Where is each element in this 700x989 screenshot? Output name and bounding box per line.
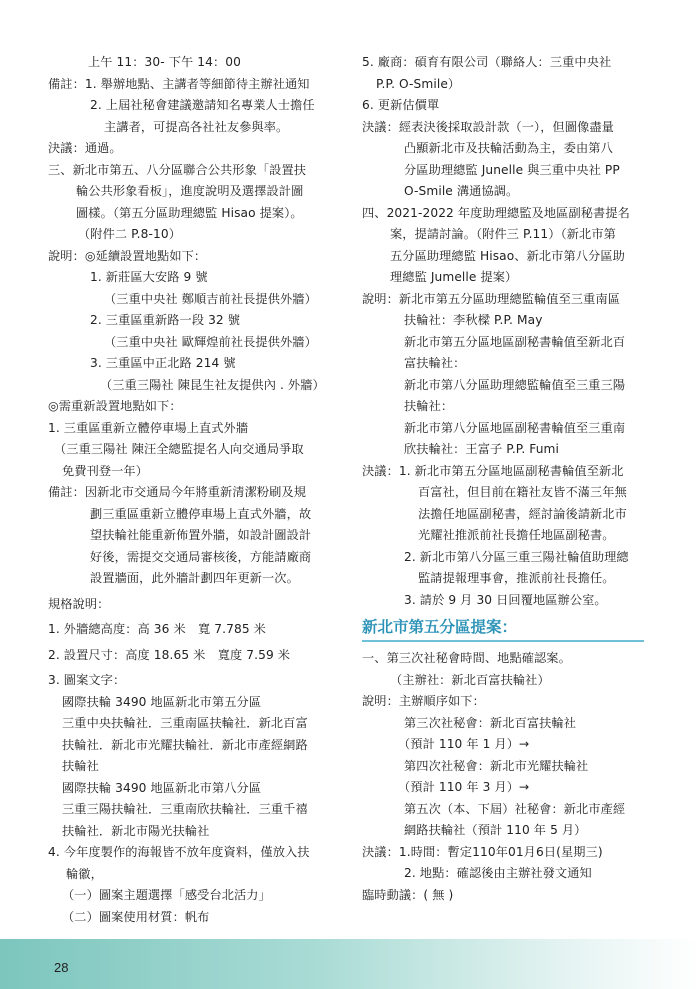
text-line: （一）圖案主題選擇「感受台北活力」	[62, 888, 271, 902]
text-line: 2. 地點：確認後由主辦社發文通知	[404, 866, 592, 880]
text-line: （預計 110 年 3 月）→	[398, 780, 530, 794]
text-line: （附件二 P.8-10）	[78, 227, 181, 241]
text-line: 富扶輪社：	[404, 356, 466, 370]
text-line: 3. 三重區中正北路 214 號	[90, 356, 236, 370]
text-line: 望扶輪社能重新佈置外牆，如設計圖設計	[90, 528, 312, 542]
text-line: 第三次社秘會：新北百富扶輪社	[404, 715, 577, 730]
text-line: 三重中央扶輪社．三重南區扶輪社．新北百富	[62, 716, 308, 730]
text-line: 6. 更新估價單	[362, 98, 440, 112]
text-line: 5. 廠商：碩育有限公司（聯絡人：三重中央社	[362, 55, 612, 69]
text-line: 凸顯新北市及扶輪活動為主，委由第八	[404, 141, 613, 155]
text-line: 3. 請於 9 月 30 日回覆地區辦公室。	[404, 592, 607, 607]
text-line: 監請提報理事會，推派前社長擔任。	[418, 571, 615, 585]
text-line: 圖樣。（第五分區助理總監 Hisao 提案）。	[76, 205, 303, 220]
text-line: 三重三陽扶輪社．三重南欣扶輪社．三重千禧	[62, 802, 308, 816]
text-line: 說明：主辦順序如下：	[362, 694, 485, 708]
text-line: 決議：1. 新北市第五分區地區副秘書輪值至新北	[362, 463, 624, 478]
text-line: 四、2021-2022 年度助理總監及地區副秘書提名	[362, 205, 630, 220]
text-line: 輪公共形象看板」，進度說明及選擇設計圖	[76, 184, 304, 198]
text-line: 新北市第八分區助理總監輪值至三重三陽	[404, 377, 626, 392]
text-line: 2. 三重區重新路一段 32 號	[90, 313, 241, 327]
text-line: 欣扶輪社：王富子 P.P. Fumi	[404, 442, 560, 456]
text-line: 決議：經表決後採取設計款（一），但圖像盡量	[362, 119, 614, 134]
text-line: 新北市第八分區地區副秘書輪值至三重南	[404, 420, 626, 435]
text-line: 1. 新莊區大安路 9 號	[90, 270, 208, 284]
text-line: 決議：1.時間：暫定110年01月6日(星期三)	[362, 844, 603, 859]
text-line: 百富社，但目前在籍社友皆不滿三年無	[418, 485, 627, 499]
text-line: 第五次（本、下屆）社秘會：新北市產經	[404, 801, 626, 816]
text-line: 主講者，可提高各社社友參與率。	[104, 119, 289, 134]
text-line: （主辦社：新北百富扶輪社）	[390, 672, 550, 687]
text-line: 上午 11：30- 下午 14：00	[88, 55, 241, 69]
text-line: 第四次社秘會：新北市光耀扶輪社	[404, 758, 589, 773]
text-line: ◎需重新設置地點如下：	[48, 399, 182, 413]
text-line: 說明：◎延續設置地點如下：	[48, 248, 207, 263]
text-line: 光耀社推派前社長擔任地區副秘書。	[418, 528, 615, 542]
text-line: 說明：新北市第五分區助理總監輪值至三重南區	[362, 291, 621, 306]
text-line: 4. 今年度製作的海報皆不放年度資料，僅放入扶	[48, 845, 310, 859]
text-line: 理總監 Jumelle 提案）	[390, 270, 518, 284]
left-column	[48, 52, 348, 928]
text-line: 扶輪社．新北市陽光扶輪社	[62, 823, 210, 838]
text-line: 網路扶輪社（預計 110 年 5 月）	[404, 823, 587, 837]
text-line: 決議：通過。	[48, 141, 122, 155]
text-line: 3. 圖案文字：	[48, 673, 126, 687]
text-line: 劃三重區重新立體停車場上直式外牆，故	[90, 506, 312, 521]
text-line: 案，提請討論。（附件三 P.11）（新北市第	[390, 227, 616, 241]
text-line: 國際扶輪 3490 地區新北市第八分區	[62, 780, 262, 795]
text-line: 國際扶輪 3490 地區新北市第五分區	[62, 694, 262, 709]
text-line: （三重三陽社 陳汪全總監提名人向交通局爭取	[54, 442, 304, 456]
page-number: 28	[54, 960, 69, 975]
text-line: 輪徽，	[66, 866, 103, 881]
text-line: 扶輪社	[62, 759, 99, 773]
text-line: 免費刊登一年）	[62, 463, 149, 478]
text-line: （二）圖案使用材質：帆布	[62, 909, 210, 924]
text-line: 扶輪社：	[404, 399, 454, 413]
footer-band	[0, 939, 700, 989]
right-bottom-block	[362, 648, 662, 906]
text-line: 臨時動議：( 無 )	[362, 887, 454, 902]
text-line: 1. 三重區重新立體停車場上直式外牆	[48, 420, 249, 435]
text-line: 分區助理總監 Junelle 與三重中央社 PP	[404, 162, 620, 177]
text-line: （三重中央社 鄭順吉前社長提供外牆）	[104, 291, 317, 306]
right-top-block	[362, 52, 662, 611]
text-line: 2. 新北市第八分區三重三陽社輪值助理總	[404, 549, 629, 564]
text-line: （三重三陽社 陳昆生社友提供內 . 外牆）	[100, 377, 325, 392]
text-line: 新北市第五分區地區副秘書輪值至新北百	[404, 334, 626, 349]
text-line: O-Smile 溝通協調。	[404, 184, 519, 198]
text-line: 三、新北市第五、八分區聯合公共形象「設置扶	[48, 162, 307, 177]
text-line: 規格說明：	[48, 596, 110, 611]
text-line: P.P. O-Smile）	[376, 76, 461, 91]
text-line: 1. 外牆總高度：高 36 米 寬 7.785 米	[48, 622, 266, 636]
text-line: 一、第三次社秘會時間、地點確認案。	[362, 651, 571, 665]
text-line: 備註：1. 舉辦地點、主講者等細節待主辦社通知	[48, 76, 310, 91]
text-line: （預計 110 年 1 月）→	[398, 737, 530, 751]
right-column	[362, 52, 662, 906]
text-line: （三重中央社 歐輝煌前社長提供外牆）	[104, 334, 317, 349]
text-line: 扶輪社．新北市光耀扶輪社．新北市產經網路	[62, 737, 308, 752]
text-line: 五分區助理總監 Hisao、新北市第八分區助	[390, 248, 625, 263]
text-line: 2. 設置尺寸：高度 18.65 米 寬度 7.59 米	[48, 647, 291, 662]
section-title: 新北市第五分區提案：	[362, 615, 644, 642]
text-line: 扶輪社：李秋樑 P.P. May	[404, 313, 543, 327]
text-line: 設置牆面，此外牆計劃四年更新一次。	[90, 571, 299, 585]
text-line: 法擔任地區副秘書，經討論後請新北市	[418, 506, 627, 521]
text-line: 好後，需提交交通局審核後，方能請廠商	[90, 549, 312, 564]
text-line: 2. 上屆社秘會建議邀請知名專業人士擔任	[90, 98, 315, 112]
text-line: 備註：因新北市交通局今年將重新清潔粉刷及規	[48, 485, 307, 499]
